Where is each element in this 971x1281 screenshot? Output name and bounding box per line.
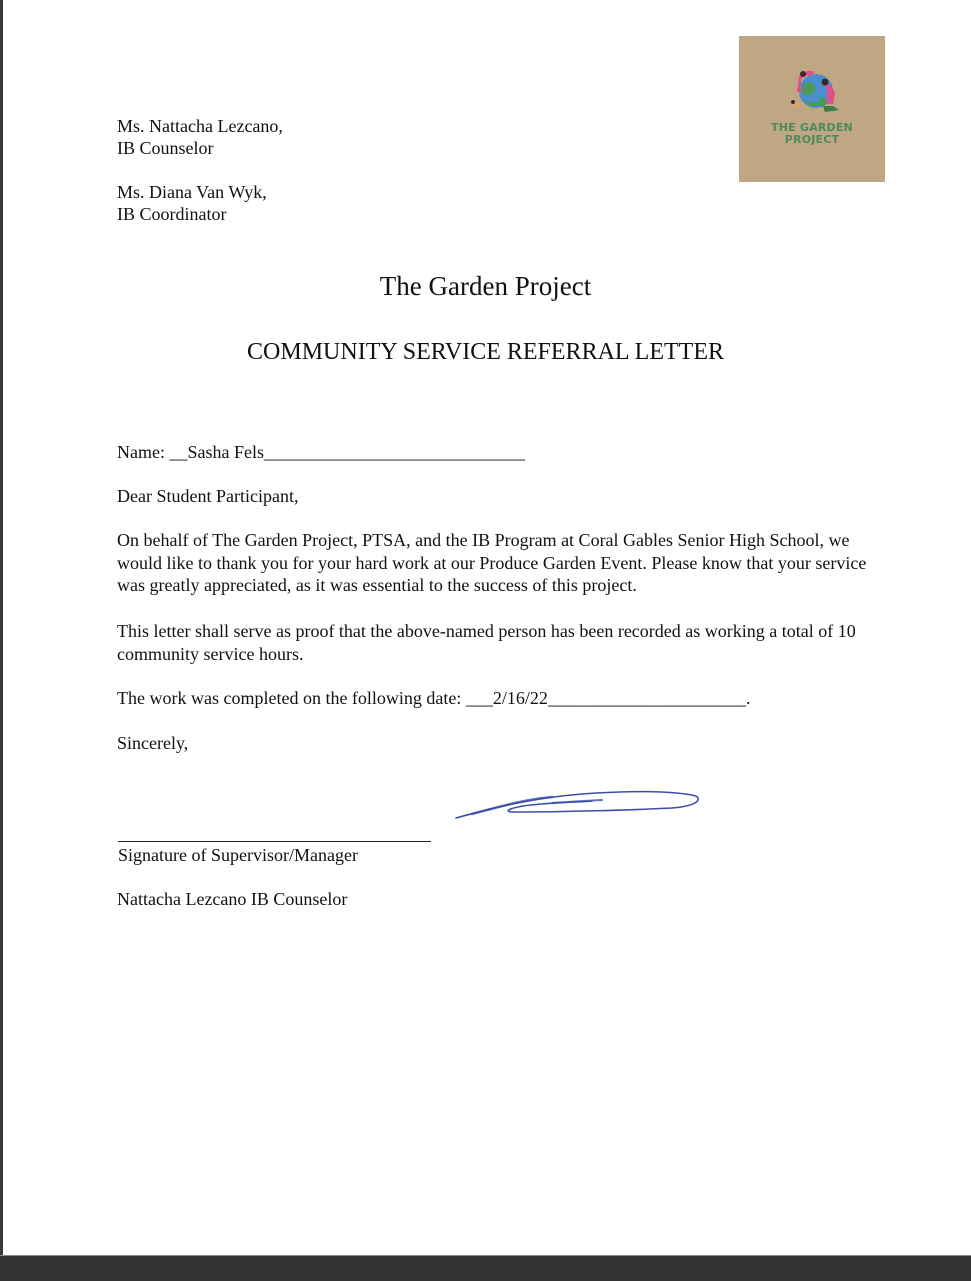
letter-subtitle: COMMUNITY SERVICE REFERRAL LETTER [247, 339, 724, 365]
logo-text-line2: PROJECT [784, 133, 840, 146]
name-prefix-blank: __ [169, 442, 188, 462]
closing: Sincerely, [117, 733, 189, 753]
name-line [117, 441, 525, 463]
signer-name: Nattacha Lezcano IB Counselor [117, 889, 348, 909]
date-end: . [745, 688, 751, 708]
recipient-2-name: Ms. Diana Van Wyk, [117, 182, 267, 202]
salutation: Dear Student Participant, [117, 486, 299, 506]
handwritten-signature [452, 782, 707, 827]
thank-you-paragraph: On behalf of The Garden Project, PTSA, and the IB Program at Coral Gables Senior High School, we would like to thank you for your hard work at our Produce Garden Event. Please know that your service was greatly appreciated, as it was essential to the success of this project. [117, 530, 867, 595]
date-line [117, 687, 750, 709]
name-suffix-blank: _____________________________ [263, 442, 525, 462]
name-label: Name: [117, 442, 170, 462]
date-prefix-blank: ___ [465, 688, 493, 708]
recipient-1-name: Ms. Nattacha Lezcano, [117, 116, 283, 136]
signature-line [118, 841, 431, 842]
viewer-bottom-bar [0, 1255, 971, 1281]
signature-caption: Signature of Supervisor/Manager [118, 845, 358, 865]
completion-date: 2/16/22 [492, 688, 548, 708]
logo-text-line1: THE GARDEN [771, 121, 853, 134]
globe-hug-icon [739, 36, 885, 182]
student-name: Sasha Fels [187, 442, 264, 462]
recipient-1-role: IB Counselor [117, 138, 214, 158]
proof-paragraph: This letter shall serve as proof that the above-named person has been recorded as working a total of 10 community service hours. [117, 621, 856, 664]
date-suffix-blank: ______________________ [547, 688, 746, 708]
date-label: The work was completed on the following date: [117, 688, 466, 708]
letter-title: The Garden Project [379, 271, 592, 301]
recipient-2-role: IB Coordinator [117, 204, 227, 224]
garden-project-logo [739, 36, 885, 182]
